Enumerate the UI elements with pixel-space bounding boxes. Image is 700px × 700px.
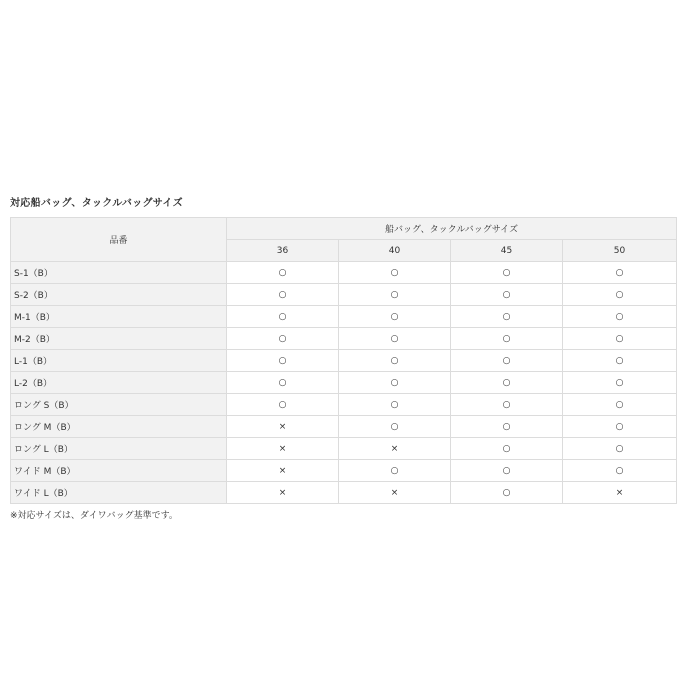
compatibility-mark-cell: ○ [563, 394, 677, 416]
part-number-cell: ロング M（B） [11, 416, 227, 438]
header-row-group [11, 218, 677, 240]
compatibility-mark-cell: × [339, 482, 451, 504]
compatibility-mark-cell: ○ [339, 262, 451, 284]
compatibility-mark-cell: ○ [227, 306, 339, 328]
compatibility-mark-cell: ○ [451, 482, 563, 504]
part-number-cell: ロング S（B） [11, 394, 227, 416]
compatibility-mark-cell: ○ [451, 284, 563, 306]
compatibility-table [10, 217, 677, 504]
table-row [11, 482, 677, 504]
table-row [11, 438, 677, 460]
table-row [11, 460, 677, 482]
part-number-cell: M-2（B） [11, 328, 227, 350]
compatibility-mark-cell: ○ [339, 284, 451, 306]
size-column-header: 40 [339, 240, 451, 262]
compatibility-mark-cell: ○ [563, 306, 677, 328]
compatibility-mark-cell: ○ [339, 350, 451, 372]
compatibility-mark-cell: ○ [227, 372, 339, 394]
compatibility-mark-cell: ○ [563, 416, 677, 438]
part-number-cell: M-1（B） [11, 306, 227, 328]
compatibility-mark-cell: ○ [339, 460, 451, 482]
table-row [11, 416, 677, 438]
table-row [11, 328, 677, 350]
compatibility-mark-cell: ○ [451, 306, 563, 328]
compatibility-mark-cell: ○ [451, 416, 563, 438]
compatibility-mark-cell: ○ [451, 460, 563, 482]
compatibility-mark-cell: ○ [339, 372, 451, 394]
table-row [11, 262, 677, 284]
compatibility-mark-cell: ○ [339, 306, 451, 328]
part-number-cell: S-1（B） [11, 262, 227, 284]
table-row [11, 394, 677, 416]
footnote: ※対応サイズは、ダイワバッグ基準です。 [10, 511, 178, 521]
part-number-cell: S-2（B） [11, 284, 227, 306]
section-title: 対応船バッグ、タックルバッグサイズ [10, 198, 183, 209]
compatibility-mark-cell: ○ [339, 328, 451, 350]
compatibility-mark-cell: ○ [563, 350, 677, 372]
size-column-header: 45 [451, 240, 563, 262]
compatibility-mark-cell: × [227, 482, 339, 504]
table-row [11, 350, 677, 372]
compatibility-mark-cell: ○ [563, 460, 677, 482]
size-column-header: 50 [563, 240, 677, 262]
compatibility-mark-cell: ○ [451, 350, 563, 372]
compatibility-section [10, 196, 676, 523]
compatibility-mark-cell: ○ [227, 328, 339, 350]
compatibility-mark-cell: ○ [339, 394, 451, 416]
compatibility-mark-cell: ○ [227, 284, 339, 306]
compatibility-mark-cell: ○ [563, 328, 677, 350]
compatibility-mark-cell: ○ [563, 372, 677, 394]
compatibility-mark-cell: ○ [227, 262, 339, 284]
compatibility-mark-cell: × [227, 438, 339, 460]
part-number-cell: ワイド L（B） [11, 482, 227, 504]
compatibility-mark-cell: ○ [451, 394, 563, 416]
compatibility-mark-cell: ○ [563, 438, 677, 460]
bag-size-group-header: 船バッグ、タックルバッグサイズ [227, 218, 677, 240]
compatibility-mark-cell: ○ [451, 438, 563, 460]
table-header [11, 218, 677, 262]
compatibility-mark-cell: ○ [227, 394, 339, 416]
compatibility-mark-cell: × [339, 438, 451, 460]
size-column-header: 36 [227, 240, 339, 262]
table-row [11, 284, 677, 306]
part-number-cell: L-2（B） [11, 372, 227, 394]
part-number-cell: ワイド M（B） [11, 460, 227, 482]
compatibility-mark-cell: ○ [227, 350, 339, 372]
compatibility-mark-cell: ○ [563, 262, 677, 284]
table-body [11, 262, 677, 504]
compatibility-mark-cell: × [563, 482, 677, 504]
part-number-header: 品番 [11, 218, 227, 262]
compatibility-mark-cell: ○ [451, 328, 563, 350]
compatibility-mark-cell: ○ [563, 284, 677, 306]
compatibility-mark-cell: ○ [339, 416, 451, 438]
compatibility-mark-cell: × [227, 460, 339, 482]
compatibility-mark-cell: ○ [451, 372, 563, 394]
part-number-cell: L-1（B） [11, 350, 227, 372]
table-row [11, 306, 677, 328]
table-row [11, 372, 677, 394]
compatibility-mark-cell: ○ [451, 262, 563, 284]
part-number-cell: ロング L（B） [11, 438, 227, 460]
compatibility-mark-cell: × [227, 416, 339, 438]
